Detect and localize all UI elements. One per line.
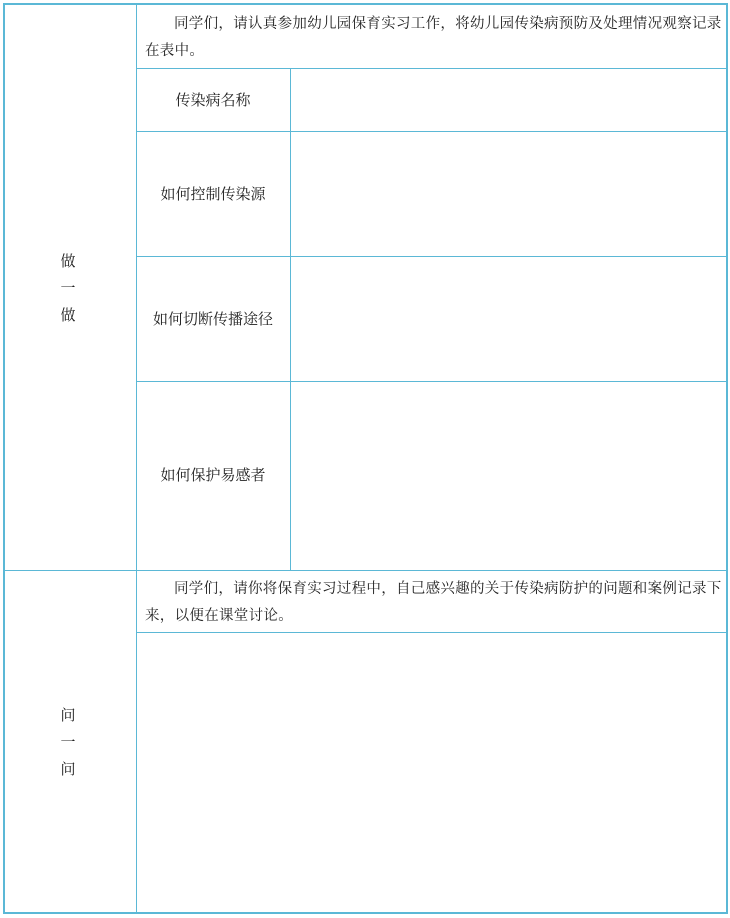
row-value-disease-name[interactable] [291,68,725,130]
ask-label-char-2: 一 [60,733,76,751]
row-label-disease-name: 传染病名称 [175,90,251,109]
section-divider [5,570,728,571]
row-value-control-source[interactable] [291,131,725,255]
do-instruction: 同学们，请认真参加幼儿园保育实习工作，将幼儿园传染病预防及处理情况观察记录在表中。 [145,16,722,59]
ask-label-char-1: 问 [60,706,76,724]
ask-answer-area[interactable] [137,632,725,910]
row-value-cut-transmission[interactable] [291,256,725,380]
row-label-control-source: 如何控制传染源 [160,184,266,203]
row-label-cut-transmission: 如何切断传播途径 [152,309,273,328]
do-label-char-3: 做 [60,306,76,324]
row-label-protect-susceptible: 如何保护易感者 [160,466,266,484]
ask-label-char-3: 问 [60,760,76,778]
do-section-label [2,248,134,329]
do-label-char-2: 一 [60,279,76,297]
ask-instruction: 同学们，请你将保育实习过程中，自己感兴趣的关于传染病防护的问题和案例记录下来，以便在课堂讨论。 [145,581,722,624]
ask-section-label [2,702,134,783]
row-value-protect-susceptible[interactable] [291,381,725,568]
do-label-char-1: 做 [60,252,76,270]
